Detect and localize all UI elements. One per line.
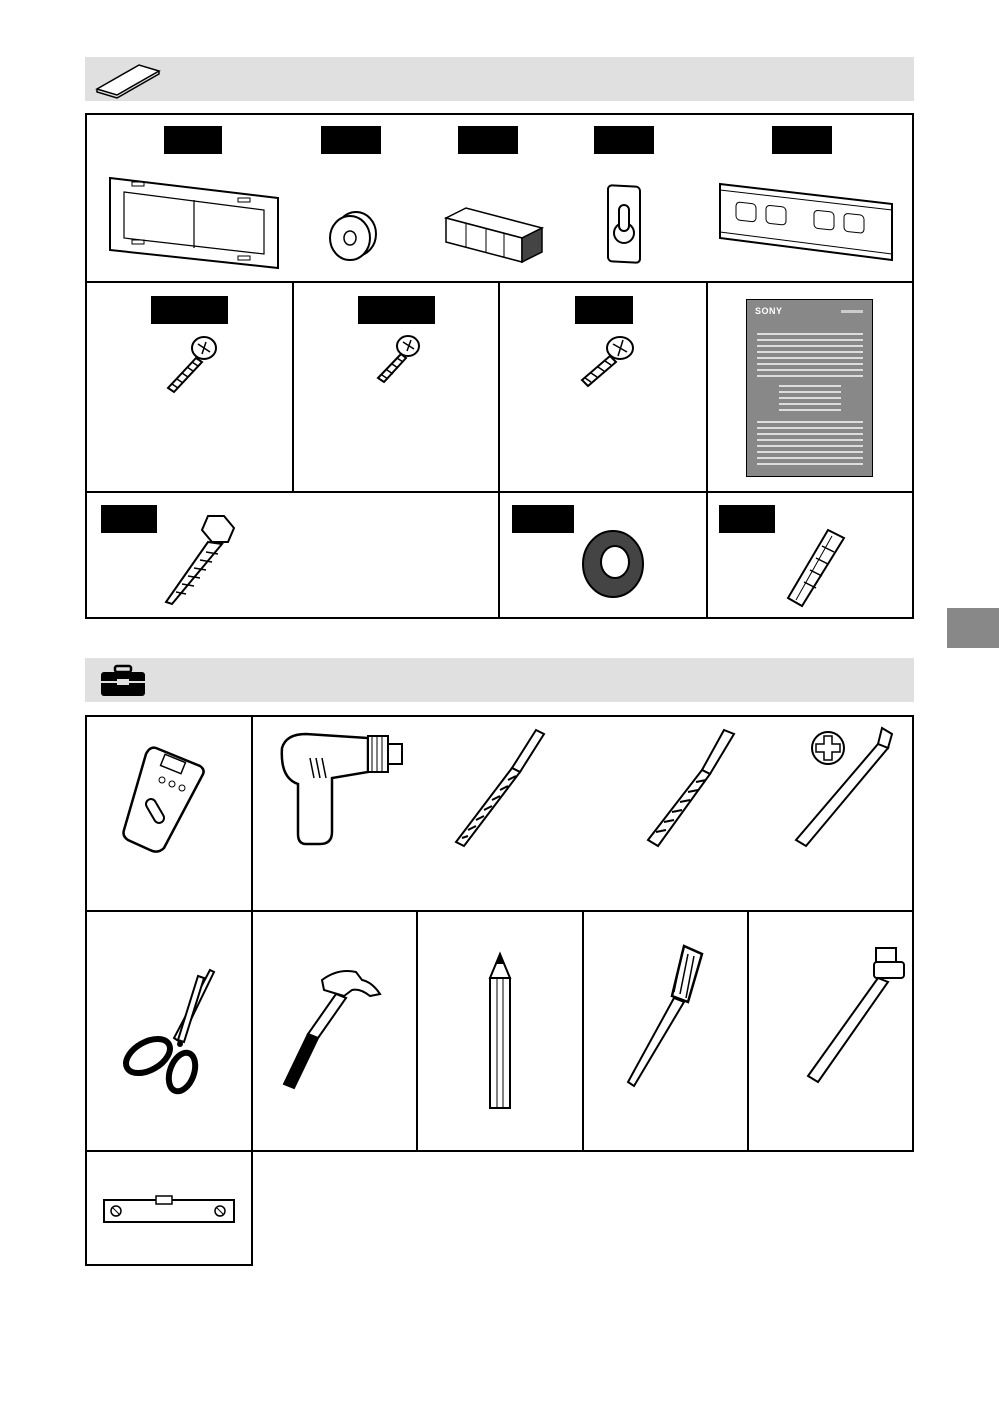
divider	[292, 281, 294, 492]
manual-text-lines	[757, 332, 865, 472]
washer-image	[578, 528, 648, 600]
manual-brand: SONY	[755, 306, 783, 316]
manual-book-icon	[93, 61, 163, 97]
phillips-bit-image	[790, 726, 898, 848]
hammer-image	[280, 966, 384, 1092]
divider	[498, 281, 500, 619]
masonry-drill-bit-image	[640, 728, 736, 850]
divider	[747, 910, 749, 1152]
spacer-image	[326, 210, 380, 262]
supplied-parts-header	[85, 57, 914, 101]
socket-wrench-image	[804, 944, 908, 1086]
wall-bracket-plate-image	[108, 170, 280, 270]
part-tag	[321, 126, 381, 154]
hook-hanger-image	[604, 183, 646, 265]
scissors-image	[118, 968, 218, 1094]
part-tag	[151, 296, 228, 324]
part-tag	[358, 296, 435, 324]
manual-title-bar	[841, 310, 863, 313]
pencil-image	[480, 952, 520, 1114]
chapter-tab	[947, 608, 999, 648]
divider	[706, 281, 708, 619]
spirit-level-image	[102, 1196, 236, 1226]
mounting-rail-image	[718, 180, 894, 264]
required-tools-header	[85, 658, 914, 702]
wood-screw-image	[158, 512, 242, 608]
part-tag	[772, 126, 832, 154]
screwdriver-image	[620, 942, 706, 1092]
part-tag	[594, 126, 654, 154]
screw-large-image	[162, 332, 220, 394]
wall-anchor-image	[782, 526, 852, 608]
divider	[85, 910, 914, 912]
electric-drill-image	[276, 728, 404, 850]
stud-finder-image	[118, 744, 208, 856]
toolbox-icon	[99, 664, 147, 698]
part-tag	[512, 505, 574, 533]
part-tag	[458, 126, 518, 154]
screw-medium-image	[374, 332, 424, 384]
part-tag	[575, 296, 633, 324]
part-tag	[719, 505, 775, 533]
divider	[582, 910, 584, 1152]
screw-small-image	[576, 332, 636, 388]
part-tag	[101, 505, 157, 533]
instruction-manual	[746, 299, 873, 477]
drill-bit-image	[450, 728, 546, 850]
rubber-spacer-strip-image	[444, 206, 544, 264]
part-tag	[164, 126, 222, 154]
divider	[416, 910, 418, 1152]
